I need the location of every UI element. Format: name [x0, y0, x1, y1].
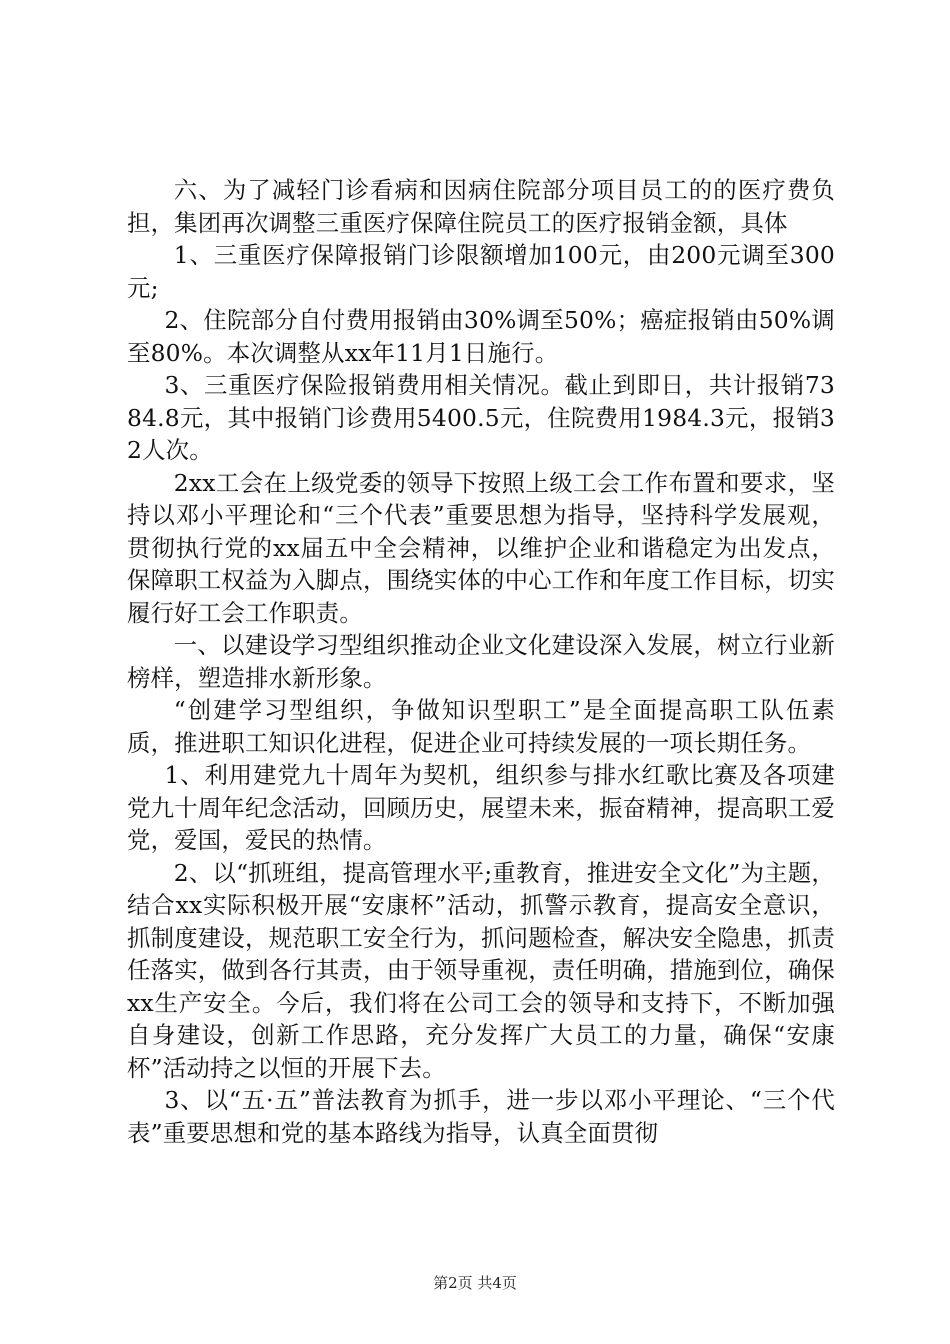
paragraph-section-one-heading: 一、以建设学习型组织推动企业文化建设深入发展，树立行业新榜样，塑造排水新形象。	[127, 631, 835, 692]
paragraph-union-overview: 2xx工会在上级党委的领导下按照上级工会工作布置和要求，坚持以邓小平理论和“三个代表”重要思想为指导，坚持科学发展观，贯彻执行党的xx届五中全会精神，以维护企业和谐稳定为出发点，保障职工权益为入脚点，围绕实体的中心工作和年度工作目标，切实履行好工会工作职责。	[127, 468, 835, 627]
page-number-footer: 第2页 共4页	[433, 1274, 517, 1292]
paragraph-inpatient-reimbursement: 2、住院部分自付费用报销由30%调至50%；癌症报销由50%调至80%。本次调整从xx年11月1日施行。	[127, 306, 835, 367]
document-body	[127, 174, 835, 1149]
paragraph-medical-adjustment: 六、为了减轻门诊看病和因病住院部分项目员工的的医疗费负担，集团再次调整三重医疗保障住院员工的医疗报销金额，具体	[127, 176, 835, 237]
paragraph-party-anniversary: 1、利用建党九十周年为契机，组织参与排水红歌比赛及各项建党九十周年纪念活动，回顾历史，展望未来，振奋精神，提高职工爱党，爱国，爱民的热情。	[127, 761, 835, 854]
paragraph-outpatient-limit: 1、三重医疗保障报销门诊限额增加100元，由200元调至300元;	[127, 241, 835, 302]
paragraph-safety-campaign: 2、以“抓班组，提高管理水平;重教育，推进安全文化”为主题，结合xx实际积极开展“安康杯”活动，抓警示教育，提高安全意识，抓制度建设，规范职工安全行为，抓问题检查，解决安全隐患，抓责任落实，做到各行其责，由于领导重视，责任明确，措施到位，确保xx生产安全。今后，我们将在公司工会的领导和支持下，不断加强自身建设，创新工作思路，充分发挥广大员工的力量，确保“安康杯”活动持之以恒的开展下去。	[127, 858, 835, 1082]
paragraph-reimbursement-summary: 3、三重医疗保险报销费用相关情况。截止到即日，共计报销7384.8元，其中报销门诊费用5400.5元，住院费用1984.3元，报销32人次。	[127, 371, 835, 464]
paragraph-legal-education: 3、以“五·五”普法教育为抓手，进一步以邓小平理论、“三个代表”重要思想和党的基本路线为指导，认真全面贯彻	[127, 1086, 835, 1147]
paragraph-learning-organization: “创建学习型组织，争做知识型职工”是全面提高职工队伍素质，推进职工知识化进程，促进企业可持续发展的一项长期任务。	[127, 696, 835, 757]
